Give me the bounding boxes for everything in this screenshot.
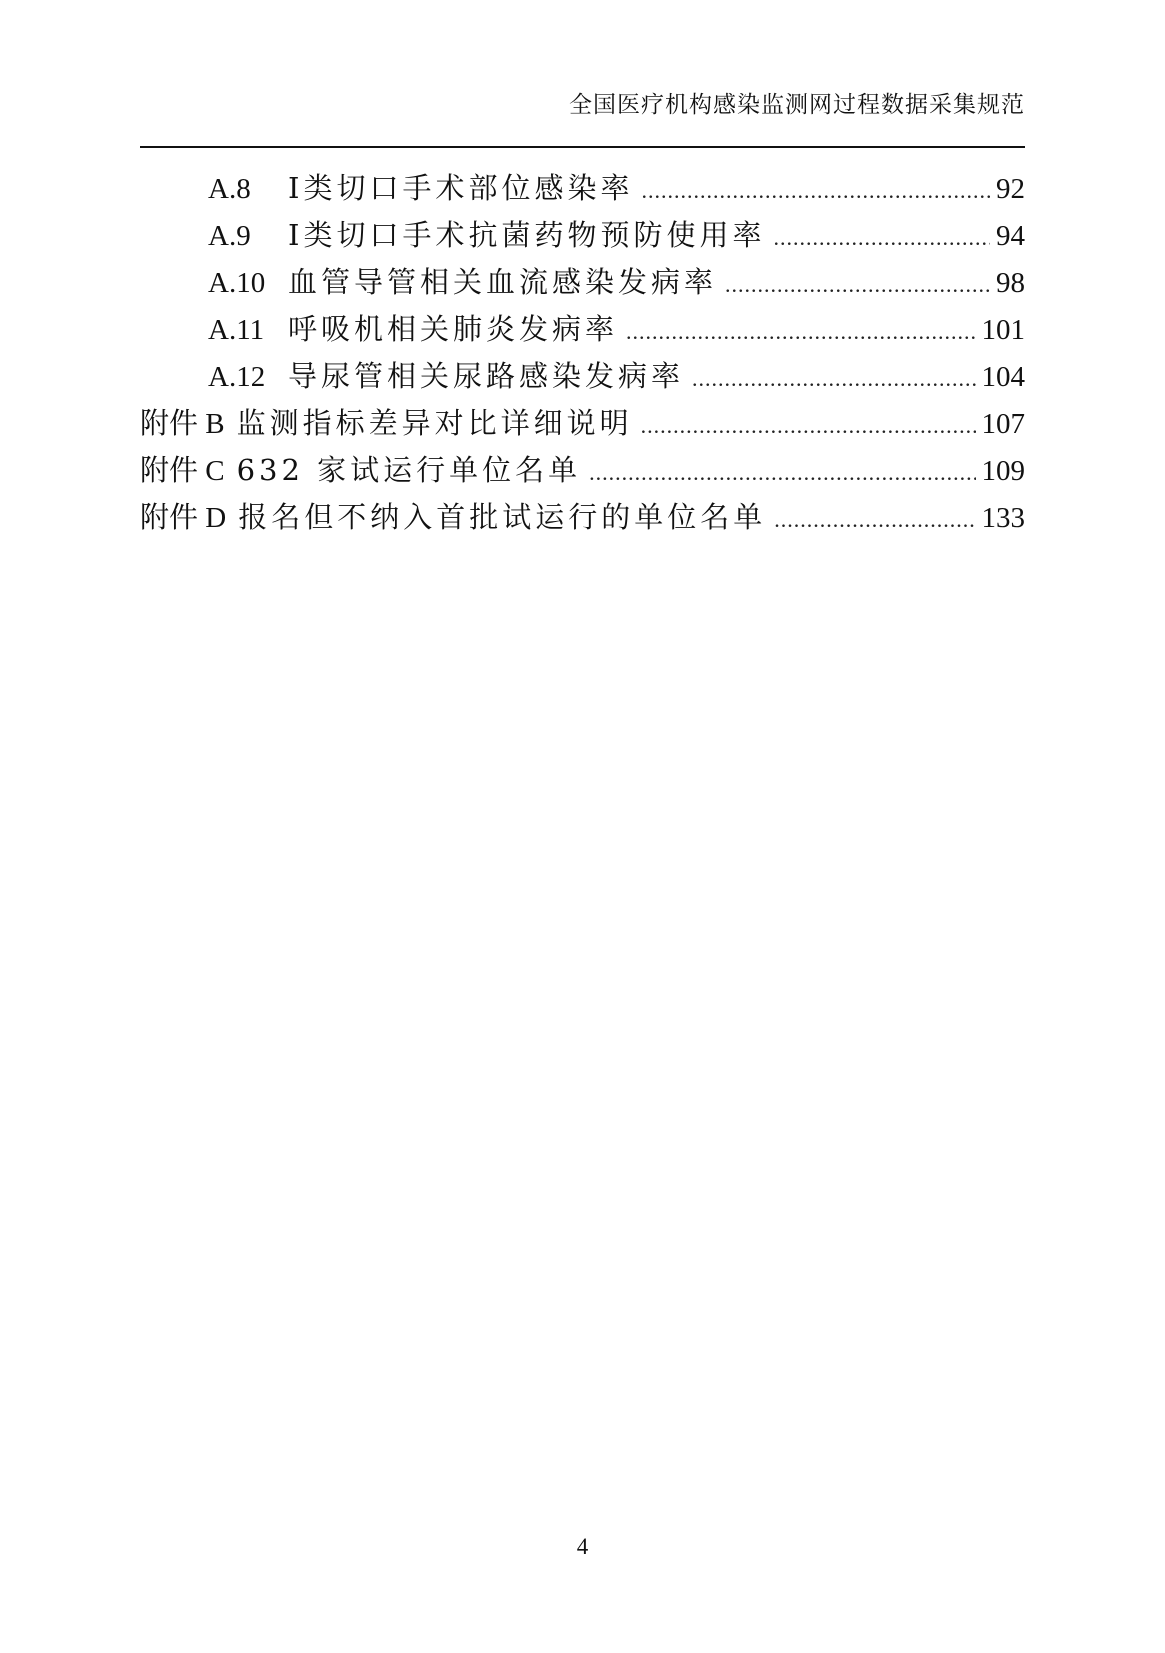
toc-dot-leader bbox=[725, 265, 990, 305]
toc-entry-number: 附件 C bbox=[140, 455, 225, 487]
toc-entry-number: 附件 D bbox=[140, 502, 227, 534]
toc-dot-leader bbox=[589, 453, 975, 493]
toc-entry[interactable] bbox=[140, 356, 1025, 403]
toc-entry-page: 92 bbox=[996, 173, 1025, 205]
toc-entry[interactable] bbox=[140, 168, 1025, 215]
running-header: 全国医疗机构感染监测网过程数据采集规范 bbox=[569, 92, 1025, 118]
toc-entry-title: 导尿管相关尿路感染发病率 bbox=[288, 359, 685, 393]
toc-entry-page: 94 bbox=[996, 220, 1025, 252]
toc-entry-title: 报名但不纳入首批试运行的单位名单 bbox=[238, 500, 767, 534]
toc-entry-number: 附件 B bbox=[140, 408, 225, 440]
toc-dot-leader bbox=[692, 359, 975, 399]
toc-entry-number: A.12 bbox=[208, 361, 266, 393]
toc-entry-title: 632 家试运行单位名单 bbox=[236, 453, 582, 487]
toc-entry-page: 109 bbox=[981, 455, 1025, 487]
toc-entry[interactable] bbox=[140, 309, 1025, 356]
toc-entry[interactable] bbox=[140, 262, 1025, 309]
toc-entry[interactable] bbox=[140, 450, 1025, 497]
table-of-contents bbox=[140, 168, 1025, 544]
toc-entry[interactable] bbox=[140, 497, 1025, 544]
toc-entry-page: 104 bbox=[981, 361, 1025, 393]
toc-entry-title: 呼吸机相关肺炎发病率 bbox=[288, 312, 619, 346]
toc-entry-title: 监测指标差异对比详细说明 bbox=[236, 406, 633, 440]
toc-entry-title: Ⅰ类切口手术抗菌药物预防使用率 bbox=[288, 218, 766, 252]
header-rule bbox=[140, 146, 1025, 148]
toc-dot-leader bbox=[641, 171, 990, 211]
page-number: 4 bbox=[576, 1534, 589, 1559]
toc-entry-number: A.11 bbox=[208, 314, 265, 346]
toc-entry-title: 血管导管相关血流感染发病率 bbox=[288, 265, 718, 299]
toc-entry-number: A.9 bbox=[208, 220, 251, 252]
toc-entry-page: 98 bbox=[996, 267, 1025, 299]
toc-entry[interactable] bbox=[140, 403, 1025, 450]
toc-entry-title: Ⅰ类切口手术部位感染率 bbox=[288, 171, 634, 205]
toc-dot-leader bbox=[773, 218, 990, 258]
toc-entry-number: A.10 bbox=[208, 267, 266, 299]
toc-entry-page: 133 bbox=[981, 502, 1025, 534]
toc-dot-leader bbox=[774, 500, 975, 540]
toc-dot-leader bbox=[641, 406, 976, 446]
toc-entry-page: 107 bbox=[981, 408, 1025, 440]
toc-entry[interactable] bbox=[140, 215, 1025, 262]
toc-dot-leader bbox=[626, 312, 975, 352]
toc-entry-number: A.8 bbox=[208, 173, 251, 205]
toc-entry-page: 101 bbox=[981, 314, 1025, 346]
